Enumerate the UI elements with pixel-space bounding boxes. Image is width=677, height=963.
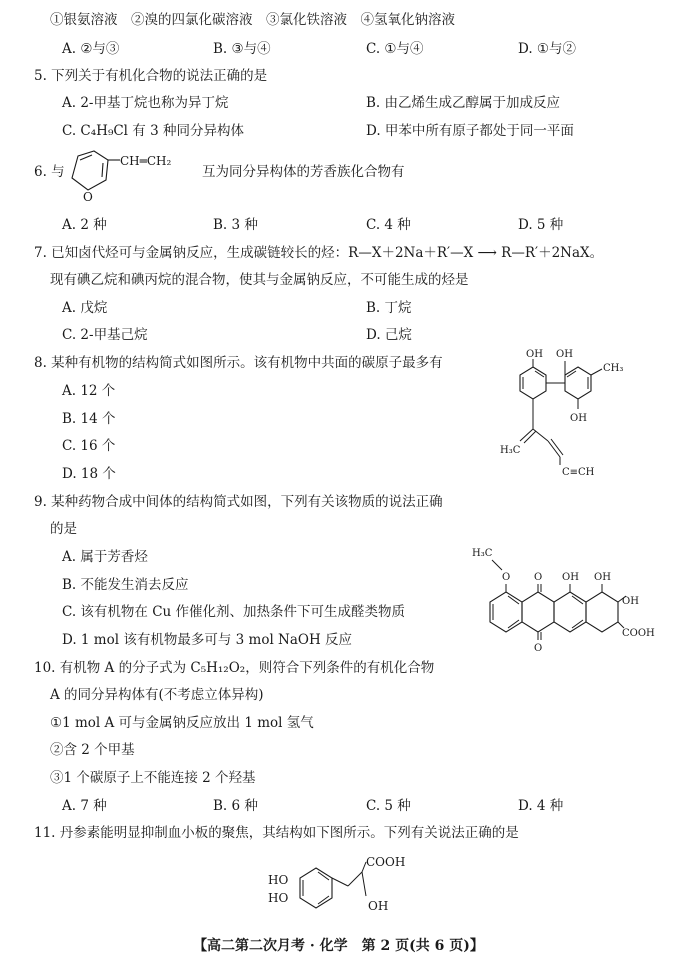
q8-option-a: A. 12 个 (62, 383, 116, 399)
q6-option-b: B. 3 种 (213, 217, 258, 233)
q10-cond-3: ③1 个碳原子上不能连接 2 个羟基 (50, 770, 256, 786)
q8-oh2-label: OH (556, 349, 573, 360)
q6-structure (58, 146, 198, 206)
q11-cooh-label: COOH (366, 855, 406, 869)
q5-option-a: A. 2-甲基丁烷也称为异丁烷 (62, 95, 229, 111)
q4-option-b: B. ③与④ (213, 41, 271, 57)
q7-option-a: A. 戊烷 (62, 300, 108, 316)
q9-o-top-label: O (534, 572, 543, 583)
q8-ch3b-label: H₃C (500, 445, 521, 456)
q8-structure (488, 345, 648, 485)
q4-option-c: C. ①与④ (366, 41, 424, 57)
q9-cooh-label: COOH (622, 628, 655, 639)
q11-structure (262, 852, 432, 924)
q9-o-bottom-label: O (534, 643, 543, 654)
q8-oh1-label: OH (526, 349, 543, 360)
q10-option-b: B. 6 种 (213, 798, 258, 814)
q4-option-a: A. ②与③ (62, 41, 120, 57)
q10-cond-2: ②含 2 个甲基 (50, 742, 135, 758)
q7-line2: 现有碘乙烷和碘丙烷的混合物，使其与金属钠反应，不可能生成的烃是 (50, 272, 469, 288)
q9-option-d: D. 1 mol 该有机物最多可与 3 mol NaOH 反应 (62, 632, 353, 648)
q8-oh3-label: OH (570, 413, 587, 424)
q5-stem: 5. 下列关于有机化合物的说法正确的是 (34, 68, 268, 84)
q9-line2: 的是 (50, 521, 77, 537)
q8-alkyne-label: C≡CH (562, 467, 595, 478)
q7-option-d: D. 己烷 (366, 327, 412, 343)
q6-option-a: A. 2 种 (62, 217, 107, 233)
q11-ho1-label: HO (268, 873, 289, 887)
q9-structure (462, 540, 662, 655)
q10-option-d: D. 4 种 (518, 798, 564, 814)
q7-line1: 7. 已知卤代烃可与金属钠反应，生成碳链较长的烃：R—X＋2Na＋R′—X ⟶ R—R′＋2NaX。 (34, 245, 604, 261)
q9-option-c: C. 该有机物在 Cu 作催化剂、加热条件下可生成醛类物质 (62, 604, 406, 620)
q8-ch3a-label: CH₃ (603, 363, 624, 374)
q10-option-c: C. 5 种 (366, 798, 411, 814)
q6-stem-suffix: 互为同分异构体的芳香族化合物有 (202, 164, 405, 180)
q10-cond-1: ①1 mol A 可与金属钠反应放出 1 mol 氢气 (50, 715, 314, 731)
q6-vinyl-label: CH═CH₂ (120, 154, 172, 168)
q5-option-b: B. 由乙烯生成乙醇属于加成反应 (366, 95, 561, 111)
q11-ho2-label: HO (268, 891, 289, 905)
q10-option-a: A. 7 种 (62, 798, 107, 814)
q9-option-b: B. 不能发生消去反应 (62, 577, 189, 593)
q4-option-d: D. ①与② (518, 41, 577, 57)
q9-oh1-label: OH (562, 572, 579, 583)
q9-h3c-label: H₃C (472, 548, 493, 559)
q9-oh2-label: OH (594, 572, 611, 583)
q5-option-d: D. 甲苯中所有原子都处于同一平面 (366, 123, 574, 139)
page-footer: 【高二第二次月考 · 化学 第 2 页(共 6 页)】 (193, 938, 484, 954)
q6-oxygen-label: O (83, 190, 93, 204)
q6-option-c: C. 4 种 (366, 217, 411, 233)
q7-option-c: C. 2-甲基己烷 (62, 327, 148, 343)
q9-line1: 9. 某种药物合成中间体的结构简式如图，下列有关该物质的说法正确 (34, 494, 443, 510)
q9-o-ether-label: O (502, 572, 511, 583)
q4-items: ①银氨溶液 ②溴的四氯化碳溶液 ③氯化铁溶液 ④氢氧化钠溶液 (50, 12, 455, 28)
q7-option-b: B. 丁烷 (366, 300, 412, 316)
q11-oh-label: OH (368, 899, 389, 913)
q6-stem-prefix: 6. 与 (34, 164, 65, 180)
q8-stem: 8. 某种有机物的结构简式如图所示。该有机物中共面的碳原子最多有 (34, 355, 443, 371)
q8-option-b: B. 14 个 (62, 411, 116, 427)
q5-option-c: C. C₄H₉Cl 有 3 种同分异构体 (62, 123, 244, 139)
q11-stem: 11. 丹参素能明显抑制血小板的聚焦，其结构如下图所示。下列有关说法正确的是 (34, 825, 519, 841)
q9-option-a: A. 属于芳香烃 (62, 549, 148, 565)
q8-option-d: D. 18 个 (62, 466, 116, 482)
q10-line1: 10. 有机物 A 的分子式为 C₅H₁₂O₂，则符合下列条件的有机化合物 (34, 660, 435, 676)
q6-option-d: D. 5 种 (518, 217, 564, 233)
q9-oh3-label: OH (622, 596, 639, 607)
q8-option-c: C. 16 个 (62, 438, 116, 454)
q10-line2: A 的同分异构体有(不考虑立体异构) (50, 687, 264, 703)
